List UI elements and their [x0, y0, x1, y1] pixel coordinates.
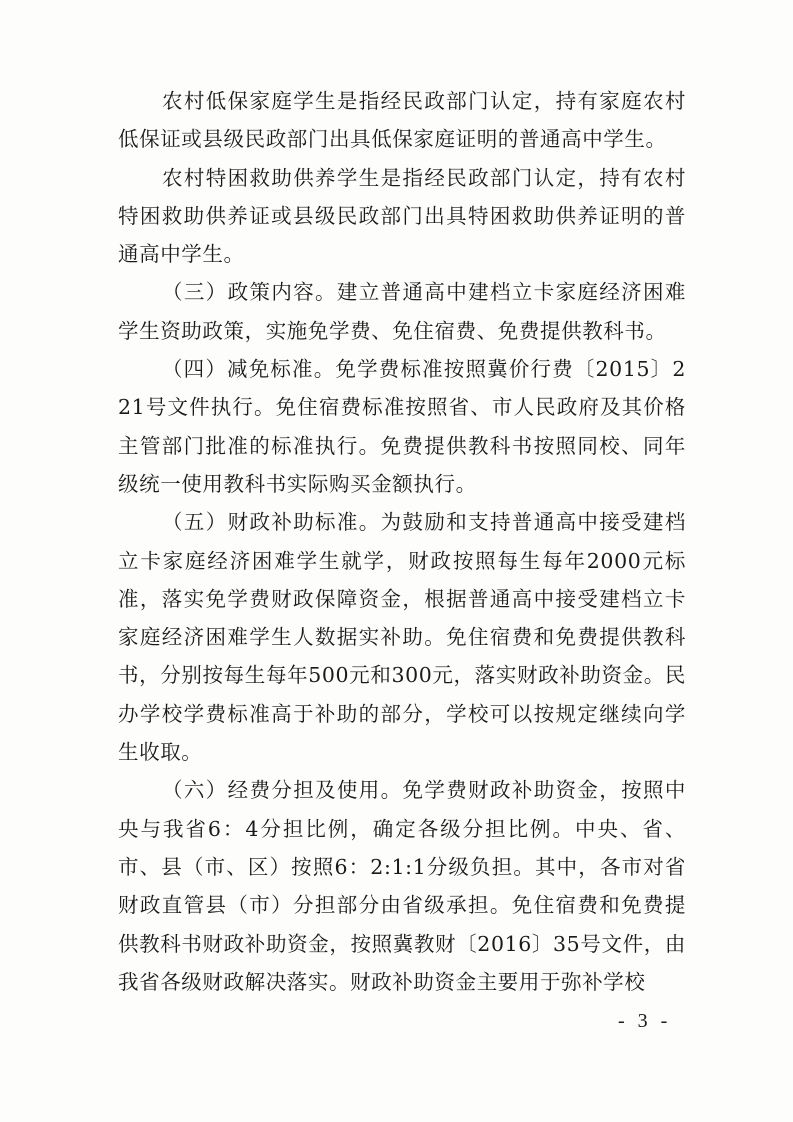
- paragraph-rural-low-income: 农村低保家庭学生是指经民政部门认定，持有家庭农村低保证或县级民政部门出具低保家庭证明的普通高中学生。: [118, 89, 686, 152]
- paragraph-funding-sharing: （六）经费分担及使用。免学费财政补助资金，按照中央与我省6：4分担比例，确定各级分担比例。中央、省、市、县（市、区）按照6：2:1:1分级负担。其中，各市对省财政直管县（市）分担部分由省级承担。免住宿费和免费提供教科书财政补助资金，按照冀教财〔2016〕35号文件，由我省各级财政解决落实。财政补助资金主要用于弥补学校: [118, 778, 686, 994]
- paragraph-policy-content: （三）政策内容。建立普通高中建档立卡家庭经济困难学生资助政策，实施免学费、免住宿费、免费提供教科书。: [118, 280, 686, 343]
- paragraph-rural-extreme-poverty: 农村特困救助供养学生是指经民政部门认定，持有农村特困救助供养证或县级民政部门出具特困救助供养证明的普通高中学生。: [118, 165, 686, 267]
- paragraph-subsidy-standard: （五）财政补助标准。为鼓励和支持普通高中接受建档立卡家庭经济困难学生就学，财政按照每生每年2000元标准，落实免学费财政保障资金，根据普通高中接受建档立卡家庭经济困难学生人数据实补助。免住宿费和免费提供教科书，分别按每生每年500元和300元，落实财政补助资金。民办学校学费标准高于补助的部分，学校可以按规定继续向学生收取。: [118, 510, 686, 765]
- page-number: - 3 -: [618, 1010, 672, 1032]
- paragraph-exemption-standard: （四）减免标准。免学费标准按照冀价行费〔2015〕221号文件执行。免住宿费标准按照省、市人民政府及其价格主管部门批准的标准执行。免费提供教科书按照同校、同年级统一使用教科书实际购买金额执行。: [118, 357, 686, 496]
- body-text: [118, 82, 686, 1001]
